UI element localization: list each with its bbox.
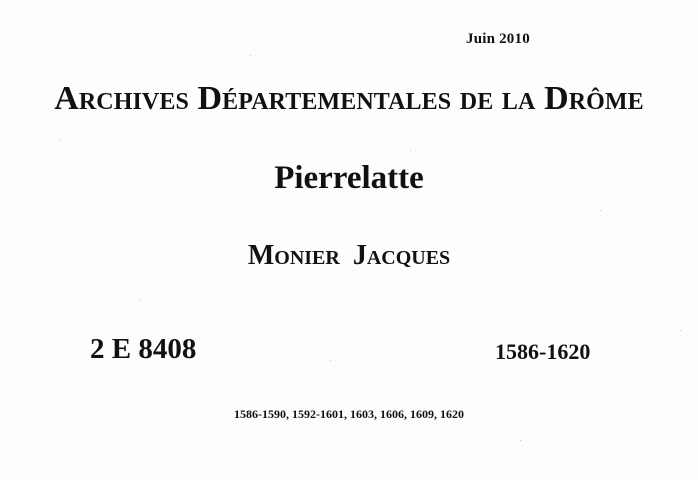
institution-title: Archives Départementales de la Drôme xyxy=(54,80,644,117)
scan-speck xyxy=(330,360,331,361)
notary-name: Monier Jacques xyxy=(247,240,451,271)
archive-cote: 2 E 8408 xyxy=(90,333,197,365)
document-date: Juin 2010 xyxy=(466,31,530,47)
scan-speck xyxy=(140,300,141,301)
scan-speck xyxy=(60,140,61,141)
scan-speck xyxy=(600,210,601,211)
scan-speck xyxy=(680,330,681,331)
years-detail: 1586-1590, 1592-1601, 1603, 1606, 1609, 1620 xyxy=(234,407,464,421)
scan-speck xyxy=(520,440,521,441)
date-range: 1586-1620 xyxy=(495,339,591,364)
scan-speck xyxy=(410,150,411,151)
scan-speck xyxy=(250,55,251,56)
commune-title: Pierrelatte xyxy=(274,160,424,196)
